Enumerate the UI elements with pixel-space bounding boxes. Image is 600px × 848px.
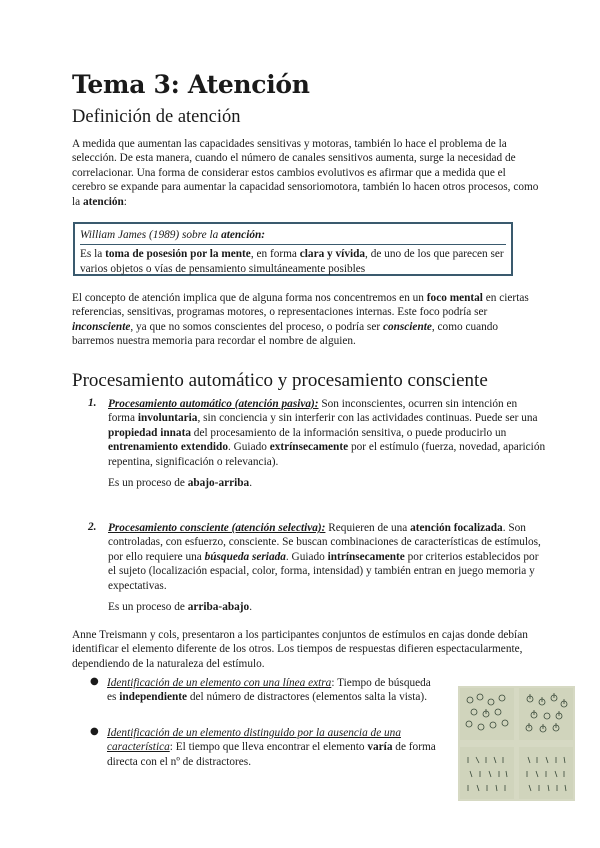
figure-panel-bars-b xyxy=(519,747,573,799)
figure-panel-bars-a xyxy=(460,747,514,799)
bars-stimulus-icon xyxy=(460,747,514,799)
figure-panel-circles-lines xyxy=(519,688,573,740)
circles-lines-stimulus-icon xyxy=(519,688,573,740)
visual-search-figure xyxy=(458,686,575,801)
list-item-text: Procesamiento automático (atención pasiva): Son inconscientes, ocurren sin intención en forma involuntaria, sin conciencia y sin interferir con las actividades continuas. Puede ser una propiedad innata del procesamiento de la información sensitiva, o puede producirlo un entrenamiento extendido. Guiado extrínsecamente por el estímulo (fuerza, novedad, aparición repentina, significación o relevancia). xyxy=(108,398,546,468)
list-number: 1. xyxy=(88,397,97,409)
bullet-icon: ● xyxy=(90,676,99,687)
list-item-automatico xyxy=(88,397,546,490)
figure-panel-circles xyxy=(460,688,514,740)
list-item-consciente xyxy=(88,521,546,614)
section-heading-procesamiento: Procesamiento automático y procesamiento consciente xyxy=(72,370,488,391)
list-item-text: Procesamiento consciente (atención selectiva): Requieren de una atención focalizada. Son controladas, con esfuerzo, consciente. Se buscan combinaciones de características de estímulos, por ello requiere una búsqueda seriada. Guiado intrínsecamente por criterios establecidos por el sujeto (localización espacial, color, forma, intensidad) y también entran en juego memoria y expectativas. xyxy=(108,522,541,592)
quote-box xyxy=(73,222,513,276)
bullet-text: Identificación de un elemento distinguido por la ausencia de una característica: El tiempo que lleva encontrar el elemento varía de forma directa con el nº de distractores. xyxy=(107,727,436,768)
section-heading-definicion: Definición de atención xyxy=(72,107,241,127)
circles-stimulus-icon xyxy=(460,688,514,740)
paragraph-foco: El concepto de atención implica que de alguna forma nos concentremos en un foco mental en ciertas referencias, sensitivas, programas motores, o representaciones internas. Este foco podría ser inconsciente, ya que no somos conscientes del proceso, o podría ser consciente, como cuando barremos nuestra memoria para recordar el nombre de alguien. xyxy=(72,292,529,348)
paragraph-intro: A medida que aumentan las capacidades sensitivas y motoras, también lo hace el problema de la selección. De esta manera, cuando el número de canales sensitivos aumenta, surge la necesidad de correlacionar. Una forma de considerar estos cambios evolutivos es afirmar que a medida que el cerebro se expande para aumentar la capacidad sensoriomotora, también lo hacen otros procesos, como la atención: xyxy=(72,138,539,208)
list-number: 2. xyxy=(88,521,97,533)
bullet-text: Identificación de un elemento con una línea extra: Tiempo de búsqueda es independiente del número de distractores (elementos salta la vista). xyxy=(107,677,431,704)
bullet-icon: ● xyxy=(90,726,99,737)
paragraph-treismann: Anne Treismann y cols, presentaron a los participantes conjuntos de estímulos en cajas donde debían identificar el elemento diferente de los otros. Los tiempos de respuestas difieren espectacularmente, dependiendo de la naturaleza del estímulo. xyxy=(72,629,528,670)
quote-body: Es la toma de posesión por la mente, en forma clara y vívida, de uno de los que parecen ser varios objetos o vías de pensamiento simultáneamente posibles xyxy=(80,248,504,275)
page-title: Tema 3: Atención xyxy=(72,70,310,99)
bars-stimulus-icon xyxy=(519,747,573,799)
bullet-item-ausencia xyxy=(90,726,442,769)
bullet-item-linea-extra xyxy=(90,676,442,705)
quote-header: William James (1989) sobre la atención: xyxy=(80,228,506,245)
list-item-subtext: Es un proceso de abajo-arriba. xyxy=(108,477,253,490)
list-item-subtext: Es un proceso de arriba-abajo. xyxy=(108,601,253,614)
